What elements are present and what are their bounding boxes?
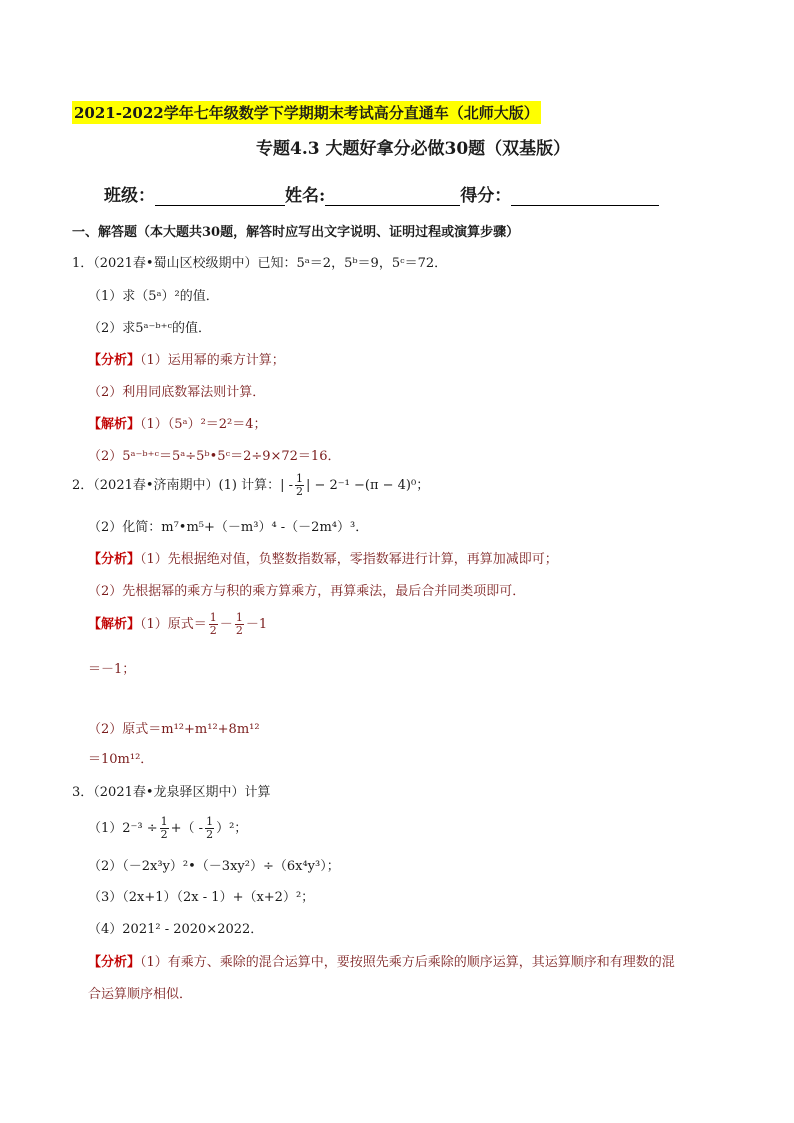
q2-analysis-text: （1）先根据绝对值，负整数指数幂，零指数幂进行计算，再算加减即可； (140, 552, 558, 567)
fraction-numerator: 1 (295, 472, 303, 485)
analysis-tag: 【分析】 (88, 353, 141, 368)
q1-solution-2: （2）5ᵃ⁻ᵇ⁺ᶜ＝5ᵃ÷5ᵇ•5ᶜ＝2÷9×72＝16． (88, 449, 341, 464)
q2-stem-start: 2．（2021春•济南期中）(1) 计算：| - (72, 478, 293, 493)
name-blank[interactable] (325, 187, 460, 206)
fraction-denominator: 2 (206, 828, 214, 841)
q2-solution-result-2: ＝10m¹²． (88, 752, 154, 767)
fraction-one-half (205, 816, 214, 841)
page-title: 专题4.3 大题好拿分必做30题（双基版） (256, 139, 571, 159)
q3-part1-middle: +（ - (170, 821, 204, 836)
fraction-numerator: 1 (206, 815, 214, 828)
q3-part2: （2）（－2x³y）²•（－3xy²）÷（6x⁴y³）； (88, 859, 340, 874)
fraction-numerator: 1 (235, 611, 243, 624)
q2-part2: （2）化简：m⁷•m⁵+（－m³）⁴ -（－2m⁴）³． (88, 520, 369, 535)
q1-stem: 1．（2021春•蜀山区校级期中）已知：5ᵃ＝2，5ᵇ＝9，5ᶜ＝72． (72, 256, 448, 271)
name-label: 姓名: (285, 186, 326, 206)
q1-part1: （1）求（5ᵃ）²的值． (88, 289, 219, 304)
q3-part3: （3）（2x+1）（2x - 1）+（x+2）²； (88, 890, 315, 905)
q3-part4: （4）2021² - 2020×2022． (88, 922, 264, 937)
q2-stem (72, 473, 429, 498)
q1-solution-text: （1）（5ᵃ）²＝2²＝4； (140, 417, 267, 432)
score-blank[interactable] (511, 187, 659, 206)
minus-one: －1 (245, 617, 268, 632)
q2-solution-result-1: ＝－1； (88, 662, 136, 677)
analysis-tag: 【分析】 (88, 955, 141, 970)
q2-solution-start: （1）原式＝ (140, 617, 207, 632)
fraction-numerator: 1 (160, 815, 168, 828)
solution-tag: 【解析】 (88, 417, 141, 432)
solution-tag: 【解析】 (88, 617, 141, 632)
q2-stem-end: | − 2⁻¹ −(π − 4)⁰； (305, 478, 430, 493)
analysis-tag: 【分析】 (88, 552, 141, 567)
fraction-denominator: 2 (235, 624, 243, 637)
q1-analysis-2: （2）利用同底数幂法则计算． (88, 385, 266, 400)
q3-stem: 3．（2021春•龙泉驿区期中）计算 (72, 785, 271, 800)
minus-sign: － (219, 617, 233, 632)
fraction-denominator: 2 (295, 485, 303, 498)
fraction-one-half (295, 473, 304, 498)
class-blank[interactable] (155, 187, 285, 206)
score-label: 得分： (460, 186, 512, 206)
fraction-one-half (209, 612, 218, 637)
q3-analysis-2: 合运算顺序相似． (88, 987, 193, 1002)
q2-solution-1 (88, 612, 267, 637)
q3-analysis-text: （1）有乘方、乘除的混合运算中，要按照先乘方后乘除的顺序运算，其运算顺序和有理数的混 (140, 955, 675, 970)
q3-analysis-1 (88, 951, 675, 970)
q1-analysis-text: （1）运用幂的乘方计算； (140, 353, 285, 368)
fraction-denominator: 2 (209, 624, 217, 637)
q3-part1-start: （1）2⁻³ ÷ (88, 821, 158, 836)
q2-analysis-1 (88, 548, 558, 567)
q2-solution-2: （2）原式＝m¹²+m¹²+8m¹² (88, 722, 260, 737)
fraction-one-half (235, 612, 244, 637)
student-info-line (104, 181, 659, 206)
q1-solution-1 (88, 413, 267, 432)
q1-part2: （2）求5ᵃ⁻ᵇ⁺ᶜ的值． (88, 321, 211, 336)
q2-analysis-2: （2）先根据幂的乘方与积的乘方算乘方，再算乘法，最后合并同类项即可． (88, 584, 526, 599)
fraction-one-half (160, 816, 169, 841)
class-label: 班级： (104, 186, 155, 206)
fraction-denominator: 2 (160, 828, 168, 841)
fraction-numerator: 1 (209, 611, 217, 624)
q1-analysis-1 (88, 349, 285, 368)
series-banner: 2021-2022学年七年级数学下学期期末考试高分直通车（北师大版） (72, 101, 541, 124)
q3-part1-end: ）²； (216, 821, 248, 836)
section-heading: 一、解答题（本大题共30题，解答时应写出文字说明、证明过程或演算步骤） (72, 225, 520, 240)
q3-part1 (88, 816, 247, 841)
